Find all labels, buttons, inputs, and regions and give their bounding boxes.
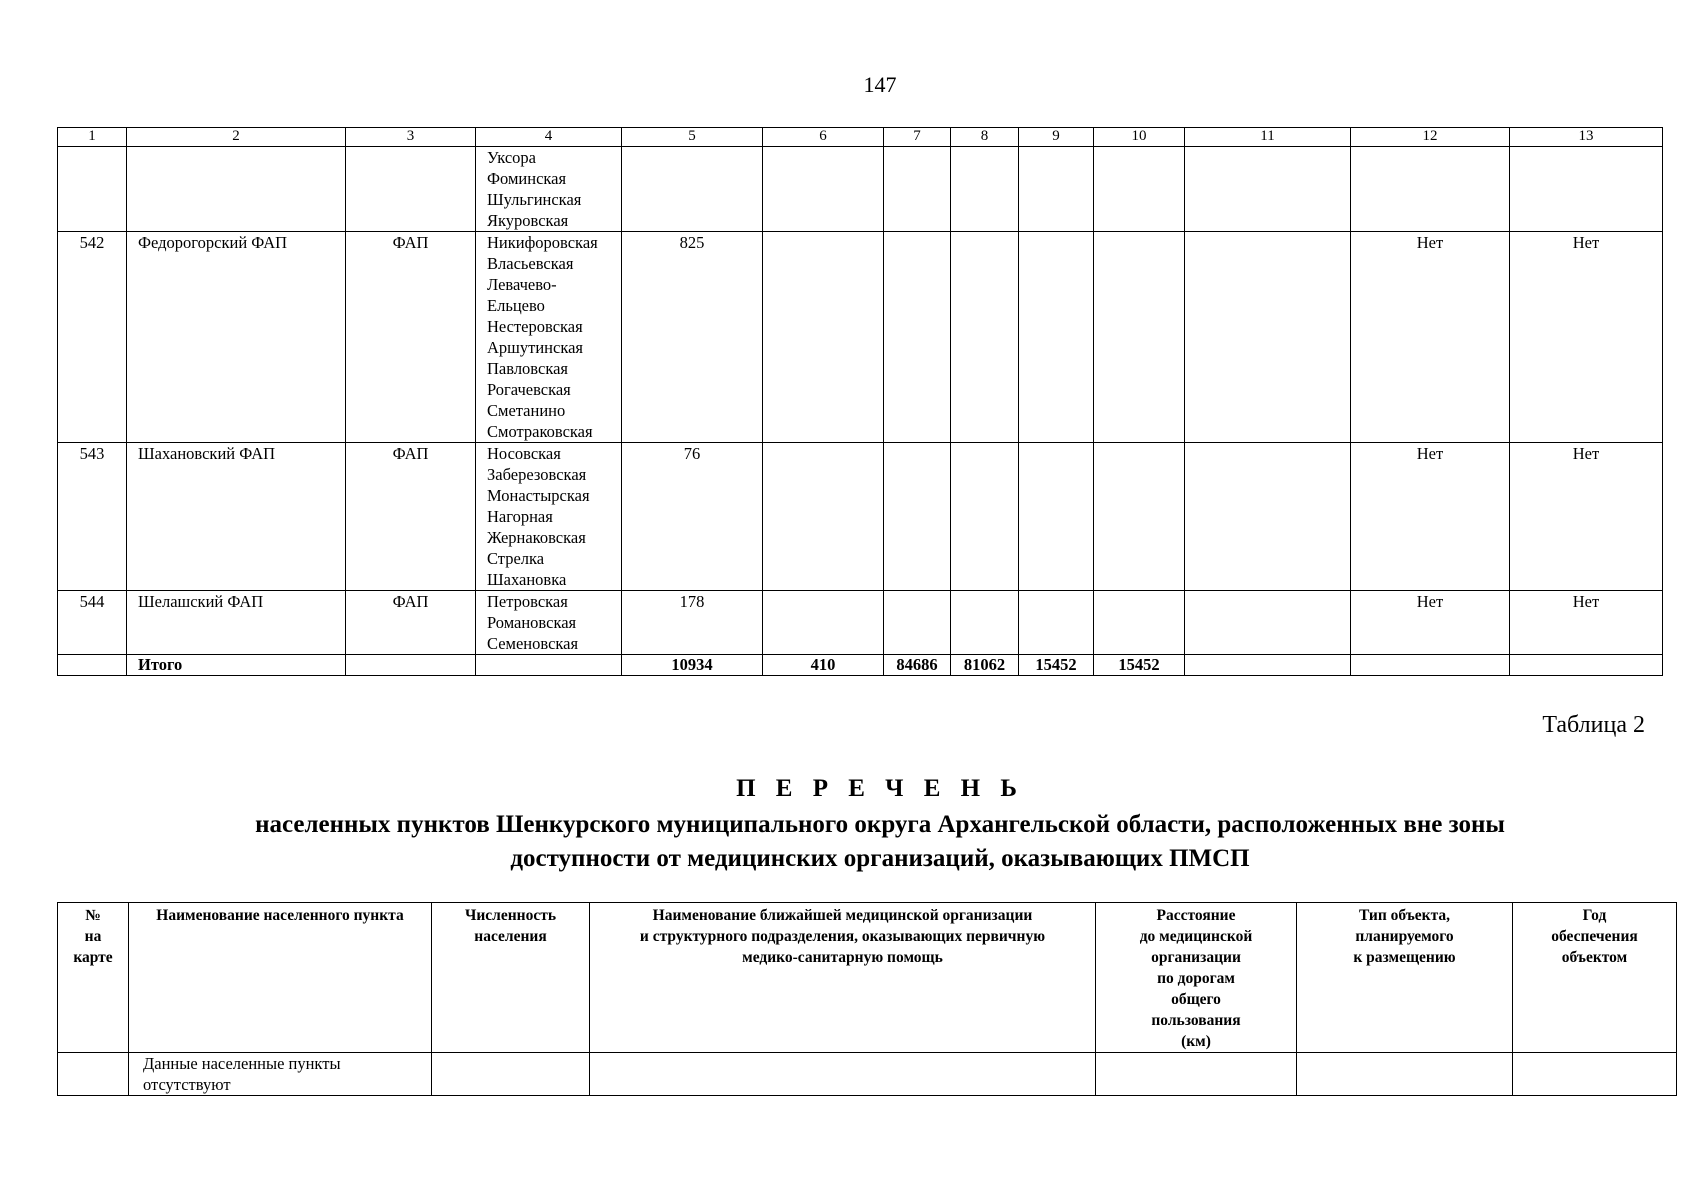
table-row xyxy=(58,591,1663,655)
settlement: Стрелка xyxy=(487,549,545,568)
table-cell: Нет xyxy=(1351,232,1510,443)
medical-org-header xyxy=(590,903,1096,1053)
table-cell xyxy=(1297,1053,1513,1096)
total-cell: 84686 xyxy=(884,655,951,676)
settlement: Левачево- xyxy=(487,275,557,294)
list-subtitle xyxy=(150,808,1610,876)
table-cell xyxy=(1185,232,1351,443)
facility-name: Шелашский ФАП xyxy=(127,591,346,655)
settlements-list xyxy=(476,147,622,232)
table-cell xyxy=(1510,655,1663,676)
table-cell xyxy=(763,232,884,443)
facility-name: Федорогорский ФАП xyxy=(127,232,346,443)
column-header: 1 xyxy=(58,128,127,147)
header-line: до медицинской xyxy=(1139,928,1253,945)
table-cell xyxy=(951,147,1019,232)
column-number-row xyxy=(58,128,1663,147)
table-cell xyxy=(1096,1053,1297,1096)
settlements-list xyxy=(476,443,622,591)
total-cell: 81062 xyxy=(951,655,1019,676)
table-cell xyxy=(58,655,127,676)
table-row xyxy=(58,147,1663,232)
facility-type xyxy=(346,147,476,232)
table-cell: Нет xyxy=(1510,591,1663,655)
header-line: обеспечения xyxy=(1551,928,1638,945)
subtitle-line: доступности от медицинских организаций, оказывающих ПМСП xyxy=(510,845,1250,872)
settlement-name-cell xyxy=(129,1053,432,1096)
distance-header xyxy=(1096,903,1297,1053)
table-cell xyxy=(1351,655,1510,676)
settlement-name-header xyxy=(129,903,432,1053)
settlement: Павловская xyxy=(487,359,568,378)
table-cell: Нет xyxy=(1510,443,1663,591)
table-cell xyxy=(1019,443,1094,591)
column-header: 10 xyxy=(1094,128,1185,147)
settlement: Семеновская xyxy=(487,634,579,653)
table-cell xyxy=(1094,443,1185,591)
total-cell: 15452 xyxy=(1019,655,1094,676)
table-row xyxy=(58,1053,1677,1096)
table-cell xyxy=(763,443,884,591)
settlements-list xyxy=(476,591,622,655)
table-cell xyxy=(951,591,1019,655)
header-line: (км) xyxy=(1181,1033,1211,1050)
row-number: 543 xyxy=(58,443,127,591)
year-header xyxy=(1513,903,1677,1053)
table-cell xyxy=(884,147,951,232)
table-cell xyxy=(951,443,1019,591)
table-cell xyxy=(590,1053,1096,1096)
settlements-list xyxy=(476,232,622,443)
settlement: Аршутинская xyxy=(487,338,583,357)
table-cell xyxy=(1019,147,1094,232)
page-number: 147 xyxy=(863,72,897,97)
settlement: Шульгинская xyxy=(487,190,582,209)
cell-line: Данные населенные пункты xyxy=(143,1054,341,1073)
settlement: Фоминская xyxy=(487,169,567,188)
settlement: Носовская xyxy=(487,444,561,463)
header-line: и структурного подразделения, оказывающих первичную xyxy=(639,928,1046,945)
table-cell xyxy=(1094,147,1185,232)
header-line: общего xyxy=(1171,991,1221,1008)
column-header: 2 xyxy=(127,128,346,147)
table-cell xyxy=(432,1053,590,1096)
remote-settlements-table xyxy=(57,902,1677,1096)
population-cell: 825 xyxy=(622,232,763,443)
table-cell: Нет xyxy=(1351,443,1510,591)
settlement: Никифоровская xyxy=(487,233,598,252)
subtitle-line: населенных пунктов Шенкурского муниципального округа Архангельской области, расположенных вне зоны xyxy=(255,811,1505,838)
total-row xyxy=(58,655,1663,676)
table-cell: Нет xyxy=(1510,232,1663,443)
settlement: Шахановка xyxy=(487,570,567,589)
settlement: Сметанино xyxy=(487,401,566,420)
header-line: планируемого xyxy=(1355,928,1454,945)
table-cell xyxy=(346,655,476,676)
table-cell xyxy=(884,443,951,591)
header-line: Год xyxy=(1582,907,1607,924)
table-cell xyxy=(763,147,884,232)
column-header: 7 xyxy=(884,128,951,147)
settlement: Уксора xyxy=(487,148,536,167)
total-label: Итого xyxy=(127,655,346,676)
table-cell xyxy=(884,232,951,443)
list-title: П Е Р Е Ч Е Н Ь xyxy=(736,775,1024,802)
row-number: 542 xyxy=(58,232,127,443)
header-line: населения xyxy=(474,928,547,945)
header-line: Численность xyxy=(464,907,557,924)
cell-line: отсутствуют xyxy=(143,1075,231,1094)
header-line: медико-санитарную помощь xyxy=(742,949,943,966)
header-line: на xyxy=(84,928,102,945)
column-header: 4 xyxy=(476,128,622,147)
object-type-header xyxy=(1297,903,1513,1053)
header-line: к размещению xyxy=(1353,949,1456,966)
total-population: 10934 xyxy=(622,655,763,676)
column-header: 12 xyxy=(1351,128,1510,147)
facility-name: Шахановский ФАП xyxy=(127,443,346,591)
row-number: 544 xyxy=(58,591,127,655)
map-number-header xyxy=(58,903,129,1053)
column-header: 11 xyxy=(1185,128,1351,147)
column-header: 6 xyxy=(763,128,884,147)
header-row xyxy=(58,903,1677,1053)
header-line: Наименование населенного пункта xyxy=(156,907,404,924)
settlement: Жернаковская xyxy=(487,528,586,547)
table-cell xyxy=(1185,655,1351,676)
settlement: Заберезовская xyxy=(487,465,587,484)
table-cell xyxy=(1351,147,1510,232)
header-line: по дорогам xyxy=(1157,970,1235,987)
total-cell: 410 xyxy=(763,655,884,676)
table-cell xyxy=(951,232,1019,443)
population-cell: 76 xyxy=(622,443,763,591)
header-line: Расстояние xyxy=(1156,907,1236,924)
settlement: Смотраковская xyxy=(487,422,593,441)
population-cell xyxy=(622,147,763,232)
table-cell xyxy=(1513,1053,1677,1096)
facility-type: ФАП xyxy=(346,443,476,591)
table-cell xyxy=(1185,591,1351,655)
settlement: Ельцево xyxy=(487,296,545,315)
table-cell xyxy=(1185,443,1351,591)
population-header xyxy=(432,903,590,1053)
table-cell xyxy=(58,1053,129,1096)
column-header: 9 xyxy=(1019,128,1094,147)
settlement: Романовская xyxy=(487,613,577,632)
header-line: Тип объекта, xyxy=(1358,907,1451,924)
header-line: пользования xyxy=(1151,1012,1241,1029)
table-cell xyxy=(884,591,951,655)
table-cell xyxy=(1019,591,1094,655)
facility-type: ФАП xyxy=(346,232,476,443)
facilities-table xyxy=(57,127,1663,676)
table-cell xyxy=(1185,147,1351,232)
header-line: Наименование ближайшей медицинской организации xyxy=(652,907,1033,924)
population-cell: 178 xyxy=(622,591,763,655)
table-cell xyxy=(763,591,884,655)
table-row xyxy=(58,232,1663,443)
settlement: Власьевская xyxy=(487,254,574,273)
settlement: Нестеровская xyxy=(487,317,583,336)
row-number xyxy=(58,147,127,232)
header-line: карте xyxy=(73,949,113,966)
column-header: 13 xyxy=(1510,128,1663,147)
facility-name xyxy=(127,147,346,232)
header-line: организации xyxy=(1151,949,1241,966)
column-header: 3 xyxy=(346,128,476,147)
settlement: Петровская xyxy=(487,592,568,611)
total-cell: 15452 xyxy=(1094,655,1185,676)
column-header: 5 xyxy=(622,128,763,147)
table-cell xyxy=(1094,591,1185,655)
table-label: Таблица 2 xyxy=(1542,712,1645,738)
header-line: № xyxy=(85,907,101,924)
table-cell: Нет xyxy=(1351,591,1510,655)
facility-type: ФАП xyxy=(346,591,476,655)
settlement: Рогачевская xyxy=(487,380,571,399)
settlement: Якуровская xyxy=(487,211,569,230)
header-line: объектом xyxy=(1561,949,1628,966)
table-cell xyxy=(1019,232,1094,443)
settlement: Нагорная xyxy=(487,507,553,526)
column-header: 8 xyxy=(951,128,1019,147)
table-cell xyxy=(1510,147,1663,232)
table-row xyxy=(58,443,1663,591)
settlement: Монастырская xyxy=(487,486,590,505)
table-cell xyxy=(1094,232,1185,443)
table-cell xyxy=(476,655,622,676)
